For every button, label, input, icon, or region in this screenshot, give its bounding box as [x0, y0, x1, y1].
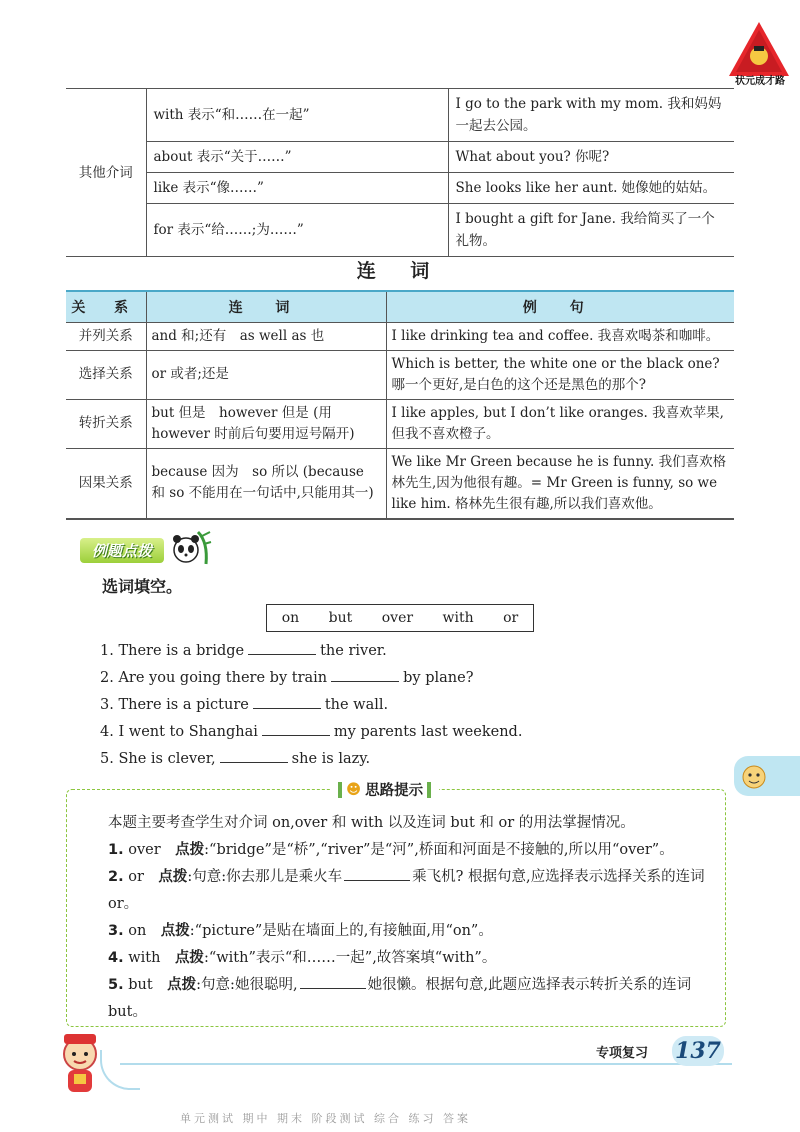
word-option: with [442, 610, 474, 626]
example-cell: I like drinking tea and coffee. 我喜欢喝茶和咖啡。 [386, 322, 734, 350]
answer-blank[interactable] [331, 668, 399, 682]
example-cell: She looks like her aunt. 她像她的姑姑。 [448, 173, 734, 204]
question-number: 1. [100, 643, 114, 659]
hint-label: 点拨 [160, 923, 190, 939]
question-text: the river. [320, 643, 387, 659]
question-text: She is clever, [118, 751, 216, 767]
word-bank [266, 604, 534, 632]
question-text: by plane? [403, 670, 474, 686]
hint-label: 点拨 [167, 977, 197, 993]
hint-bar-icon [338, 782, 342, 798]
hint-item [72, 864, 722, 918]
question-item [100, 721, 522, 748]
hint-item [72, 945, 722, 972]
header-conjunction: 连 词 [146, 291, 386, 322]
hint-number: 1. [108, 842, 124, 858]
example-cell: Which is better, the white one or the black one? 哪一个更好,是白色的这个还是黑色的那个? [386, 350, 734, 399]
example-cell: We like Mr Green because he is funny. 我们喜欢格林先生,因为他很有趣。= Mr Green is funny, so we like him. 格林先生很有趣,所以我们喜欢他。 [386, 448, 734, 519]
mascot-face-icon [740, 762, 768, 790]
table-row [66, 448, 734, 519]
page-number: 137 [672, 1036, 724, 1066]
question-text: I went to Shanghai [118, 724, 258, 740]
table-row [66, 350, 734, 399]
hint-blank [300, 975, 366, 989]
question-item [100, 640, 522, 667]
conjunction-table [66, 290, 734, 520]
hint-label: 点拨 [175, 842, 205, 858]
bulb-icon: ☻ [346, 781, 362, 798]
question-item [100, 748, 522, 775]
preposition-table [66, 88, 734, 257]
hint-text: :“with”表示“和……一起”,故答案填“with”。 [203, 950, 497, 966]
conjunction-cell: and 和;还有 as well as 也 [146, 322, 386, 350]
word-option: on [281, 610, 300, 626]
table-row [66, 89, 734, 142]
hint-text: 她很懒。根据句意,此题应选择表示转折关系的连词 but。 [108, 977, 692, 1020]
hint-answer: over [128, 842, 161, 858]
example-cell: What about you? 你呢? [448, 142, 734, 173]
hint-number: 3. [108, 923, 124, 939]
table-row [66, 204, 734, 257]
hint-answer: on [128, 923, 147, 939]
answer-blank[interactable] [253, 695, 321, 709]
word-option: or [503, 610, 519, 626]
hint-number: 5. [108, 977, 124, 993]
hint-answer: or [128, 869, 144, 885]
hint-body [72, 810, 722, 1026]
example-cell: I like apples, but I don’t like oranges. 我喜欢苹果,但我不喜欢橙子。 [386, 399, 734, 448]
hint-number: 4. [108, 950, 124, 966]
hint-text: 乘飞机? 根据句意,应选择表示选择关系的连词 or。 [108, 869, 705, 912]
example-cell: I bought a gift for Jane. 我给简买了一个礼物。 [448, 204, 734, 257]
question-number: 4. [100, 724, 114, 740]
question-text: my parents last weekend. [333, 724, 523, 740]
hint-bar-icon [427, 782, 431, 798]
example-badge: 例题点拨 [80, 538, 164, 563]
logo-text: 状元成才路 [735, 76, 785, 87]
word-option: over [381, 610, 414, 626]
hint-item [72, 918, 722, 945]
table-row [66, 399, 734, 448]
hint-text: :“picture”是贴在墙面上的,有接触面,用“on”。 [189, 923, 493, 939]
usage-cell: like 表示“像……” [146, 173, 448, 204]
hint-number: 2. [108, 869, 124, 885]
hint-title [330, 779, 439, 800]
relation-cell: 选择关系 [66, 350, 146, 399]
hint-label: 点拨 [174, 950, 204, 966]
conjunction-cell: but 但是 however 但是 (用 however 时前后句要用逗号隔开) [146, 399, 386, 448]
relation-cell: 并列关系 [66, 322, 146, 350]
usage-cell: for 表示“给……;为……” [146, 204, 448, 257]
table-row [66, 322, 734, 350]
hint-text: :句意:她很聪明, [196, 977, 298, 993]
table-header-row [66, 291, 734, 322]
question-text: There is a bridge [118, 643, 245, 659]
hint-intro: 本题主要考查学生对介词 on,over 和 with 以及连词 but 和 or 的用法掌握情况。 [108, 815, 635, 831]
hint-item [72, 837, 722, 864]
relation-cell: 转折关系 [66, 399, 146, 448]
question-text: Are you going there by train [118, 670, 328, 686]
answer-blank[interactable] [248, 641, 316, 655]
answer-blank[interactable] [220, 749, 288, 763]
question-item [100, 694, 522, 721]
question-number: 3. [100, 697, 114, 713]
relation-cell: 因果关系 [66, 448, 146, 519]
conjunction-cell: or 或者;还是 [146, 350, 386, 399]
panda-icon [168, 528, 212, 572]
hint-text: :“bridge”是“桥”,“river”是“河”,桥面和河面是不接触的,所以用“over”。 [204, 842, 674, 858]
usage-cell: about 表示“关于……” [146, 142, 448, 173]
answer-blank[interactable] [262, 722, 330, 736]
example-cell: I go to the park with my mom. 我和妈妈一起去公园。 [448, 89, 734, 142]
footer-line [120, 1063, 732, 1065]
footer-label: 专项复习 [596, 1046, 649, 1061]
question-item [100, 667, 522, 694]
hint-item [72, 972, 722, 1026]
question-text: the wall. [324, 697, 389, 713]
hint-label: 点拨 [158, 869, 188, 885]
group-label: 其他介词 [66, 89, 146, 257]
hint-blank [344, 867, 410, 881]
question-number: 5. [100, 751, 114, 767]
hint-title-text: 思路提示 [365, 783, 424, 799]
section-title: 连 词 [356, 260, 444, 282]
conjunction-cell: because 因为 so 所以 (because 和 so 不能用在一句话中,只能用其一) [146, 448, 386, 519]
question-text: she is lazy. [291, 751, 371, 767]
header-example: 例 句 [386, 291, 734, 322]
question-list [100, 640, 522, 775]
header-relation: 关 系 [66, 291, 146, 322]
hint-answer: with [128, 950, 161, 966]
table-row [66, 142, 734, 173]
question-text: There is a picture [118, 697, 249, 713]
instruction-text: 选词填空。 [102, 577, 183, 596]
hint-answer: but [128, 977, 153, 993]
usage-cell: with 表示“和……在一起” [146, 89, 448, 142]
question-number: 2. [100, 670, 114, 686]
bottom-note: 单元测试 期中 期末 阶段测试 综合 练习 答案 [180, 1112, 471, 1125]
hint-text: :句意:你去那儿是乘火车 [187, 869, 343, 885]
table-row [66, 173, 734, 204]
word-option: but [328, 610, 353, 626]
